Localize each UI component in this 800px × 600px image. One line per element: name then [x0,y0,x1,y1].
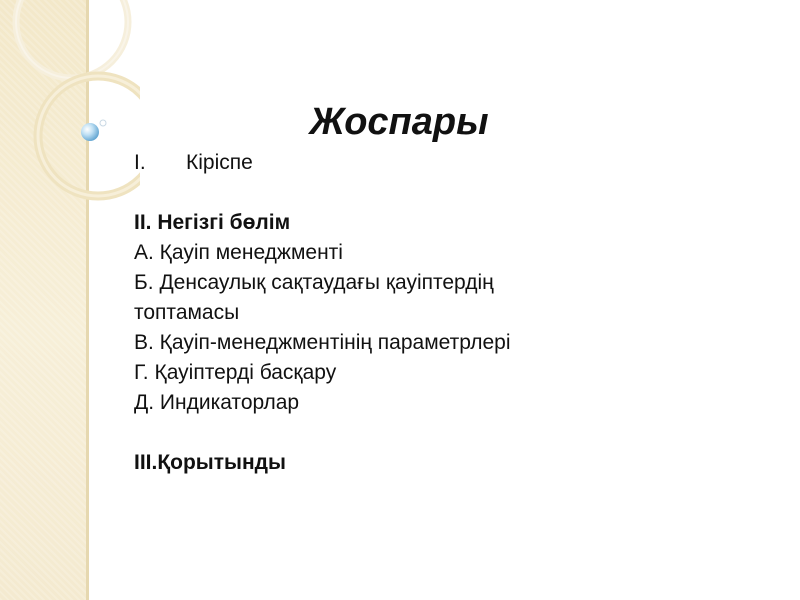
conclusion: III.Қорытынды [134,451,286,474]
side-band-edge [86,0,89,600]
intro-label: Кіріспе [186,151,253,174]
list-item: Г. Қауіптерді басқару [134,361,337,384]
list-item: В. Қауіп-менеджментінің параметрлері [134,331,511,354]
intro-item [134,148,754,178]
list-item: Д. Индикаторлар [134,391,300,414]
side-band [0,0,88,600]
main-heading: II. Негізгі бөлім [134,211,291,234]
list-item: Б. Денсаулық сақтаудағы қауіптердің [134,271,494,294]
intro-number: I. [134,151,146,174]
slide-content [134,96,754,478]
list-item: А. Қауіп менеджменті [134,241,343,264]
list-item: топтамасы [134,301,240,324]
slide-title: Жоспары [309,101,489,143]
spacer [134,178,754,208]
spacer [134,418,754,448]
